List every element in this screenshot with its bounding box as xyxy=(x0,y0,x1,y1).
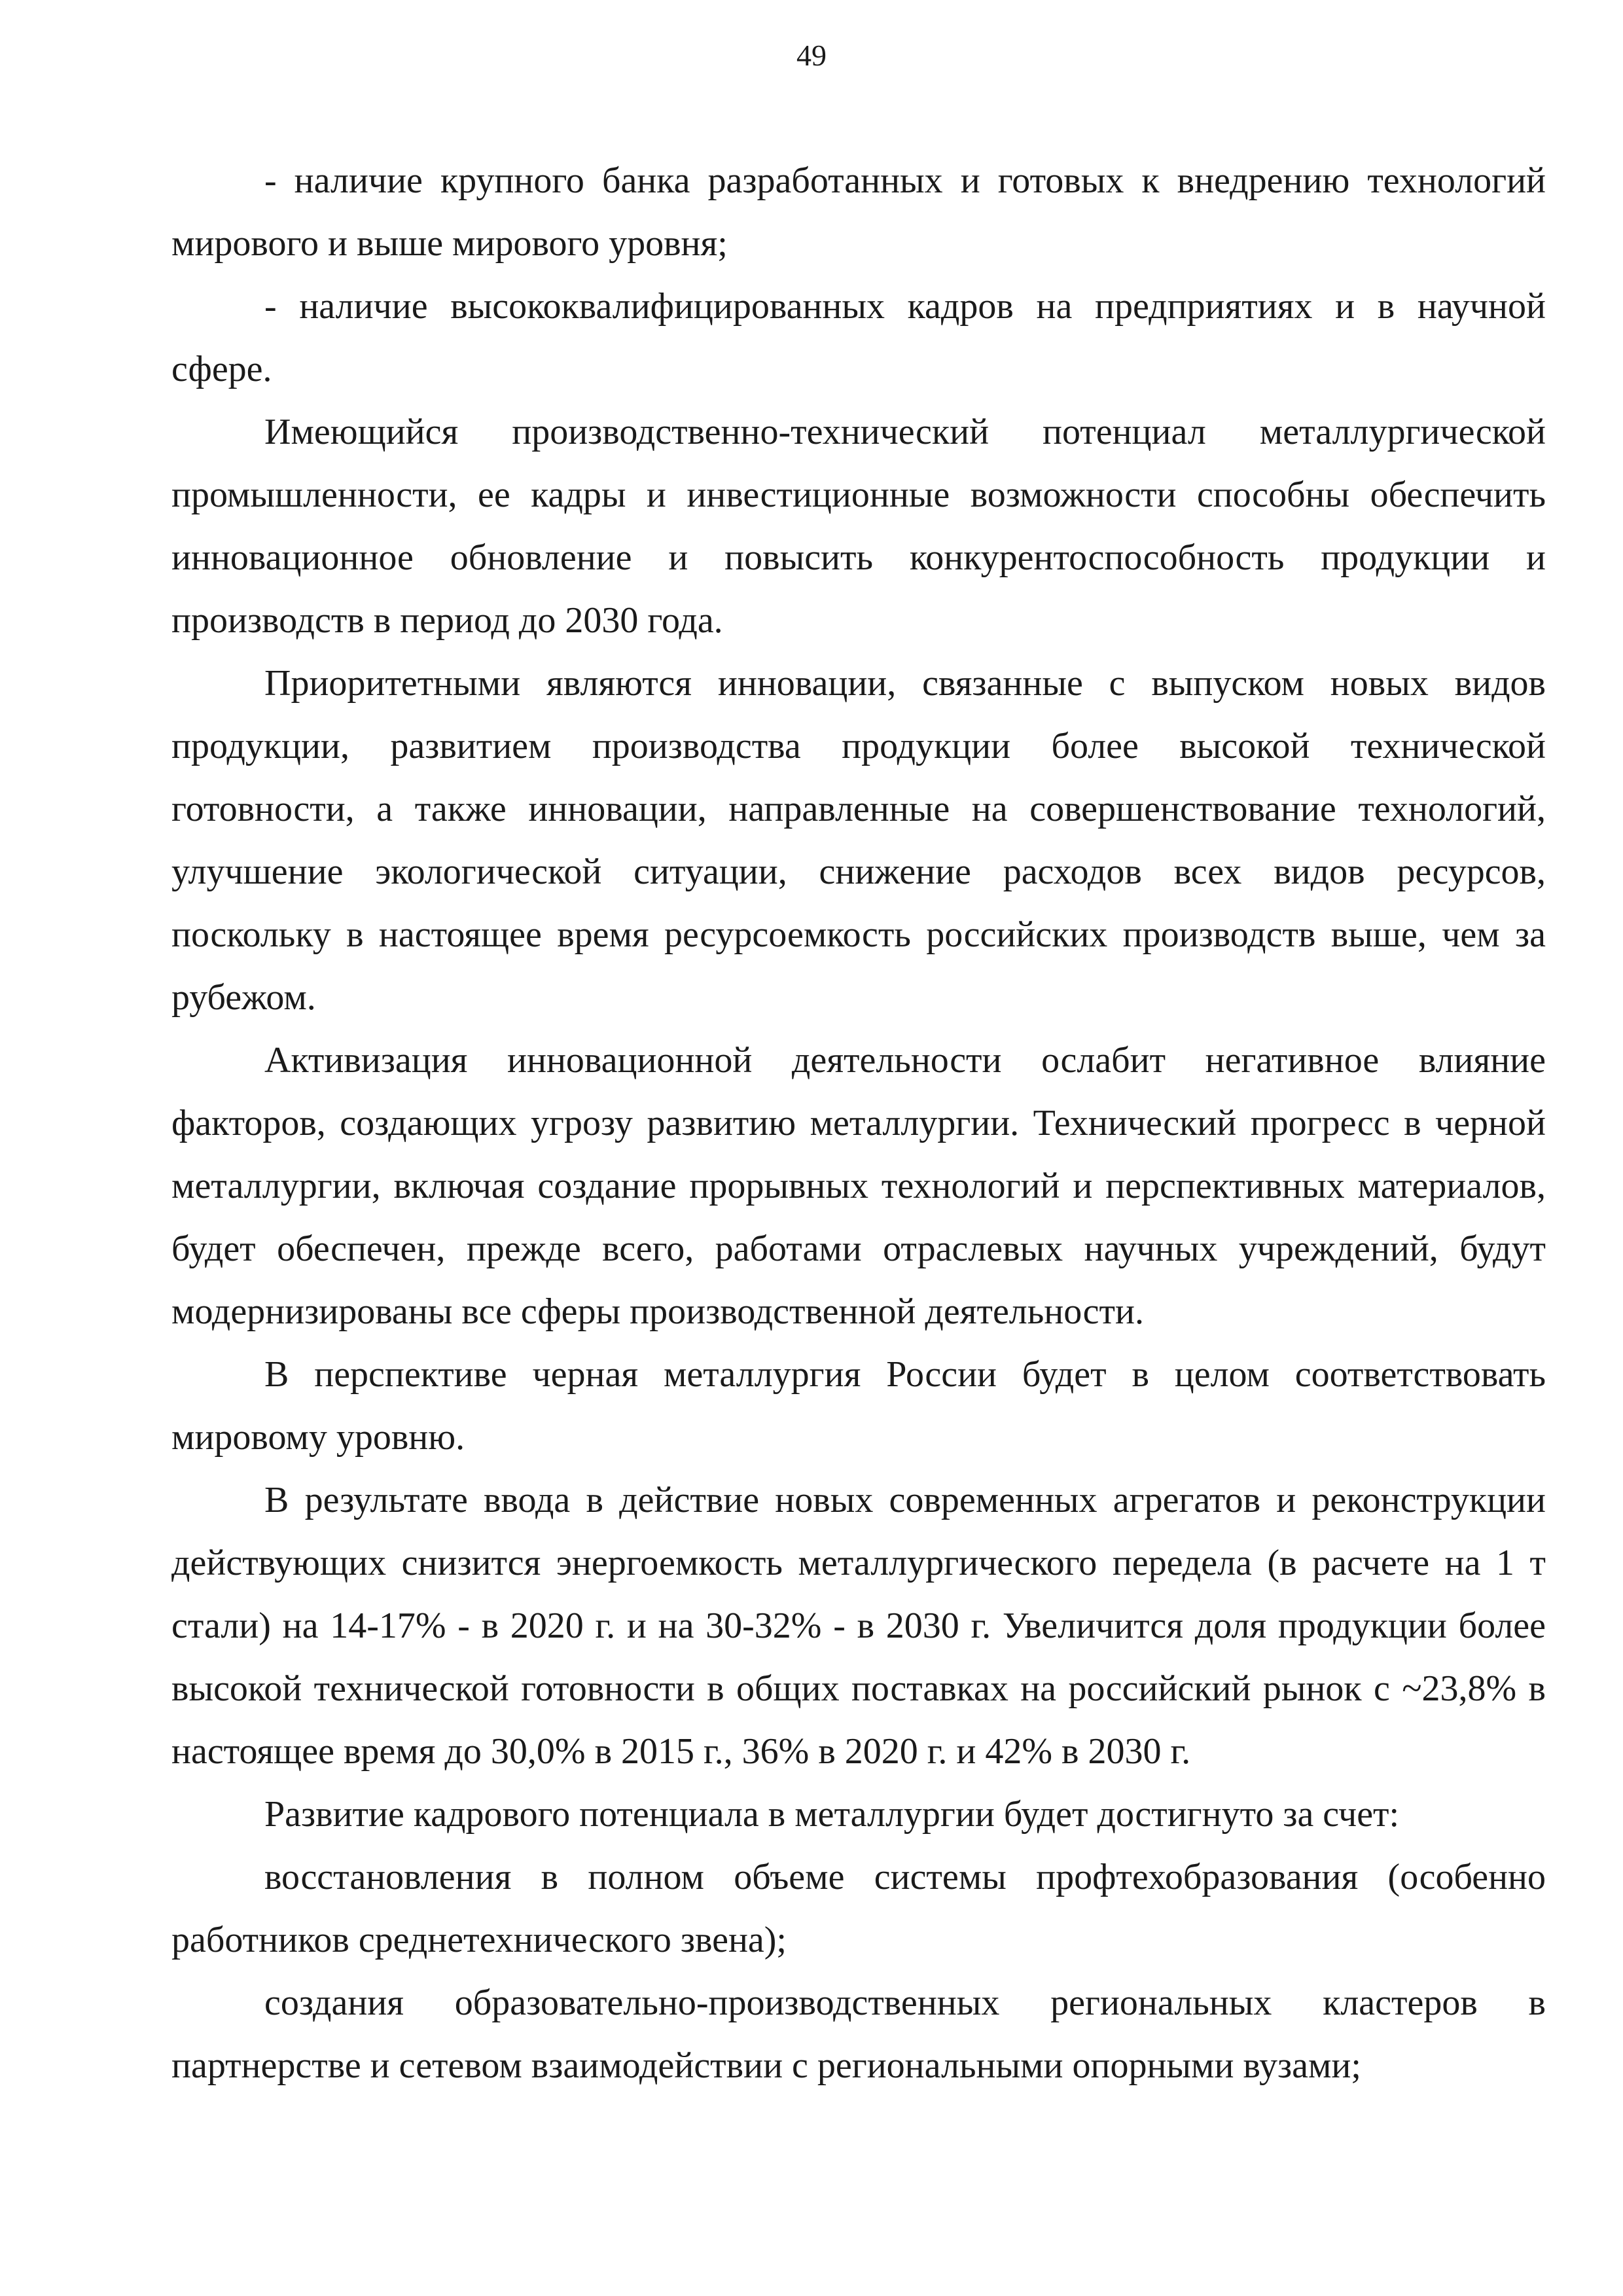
paragraph-energy-intensity: В результате ввода в действие новых современных агрегатов и реконструкции действующих снизится энергоемкость металлургического передела (в расчете на 1 т стали) на 14-17% - в 2020 г. и на 30-32% - в 2030 г. Увеличится доля продукции более высокой технической готовности в общих поставках на российский рынок с ~23,8% в настоящее время до 30,0% в 2015 г., 36% в 2020 г. и 42% в 2030 г. xyxy=(171,1480,1546,1772)
paragraph-priority-innovations: Приоритетными являются инновации, связанные с выпуском новых видов продукции, развитием производства продукции более высокой технической готовности, а также инновации, направленные на совершенствование технологий, улучшение экологической ситуации, снижение расходов всех видов ресурсов, поскольку в настоящее время ресурсоемкость российских производств выше, чем за рубежом. xyxy=(171,663,1546,1018)
paragraph-bank-of-technologies: - наличие крупного банка разработанных и готовых к внедрению технологий мирового и выше мирового уровня; xyxy=(171,160,1546,264)
document-body xyxy=(171,149,1546,2097)
paragraph-regional-clusters: создания образовательно-производственных региональных кластеров в партнерстве и сетевом взаимодействии с региональными опорными вузами; xyxy=(171,1982,1546,2086)
paragraph-qualified-personnel: - наличие высококвалифицированных кадров на предприятиях и в научной сфере. xyxy=(171,286,1546,389)
paragraph-production-potential: Имеющийся производственно-технический потенциал металлургической промышленности, ее кадры и инвестиционные возможности способны обеспечить инновационное обновление и повысить конкурентоспособность продукции и производств в период до 2030 года. xyxy=(171,412,1546,641)
paragraph-innovation-activation: Активизация инновационной деятельности ослабит негативное влияние факторов, создающих угрозу развитию металлургии. Технический прогресс в черной металлургии, включая создание прорывных технологий и перспективных материалов, будет обеспечен, прежде всего, работами отраслевых научных учреждений, будут модернизированы все сферы производственной деятельности. xyxy=(171,1040,1546,1332)
page-number: 49 xyxy=(796,39,827,72)
paragraph-vocational-education: восстановления в полном объеме системы профтехобразования (особенно работников среднетехнического звена); xyxy=(171,1857,1546,1960)
paragraph-personnel-development-intro: Развитие кадрового потенциала в металлургии будет достигнуто за счет: xyxy=(264,1794,1400,1835)
paragraph-world-level-outlook: В перспективе черная металлургия России будет в целом соответствовать мировому уровню. xyxy=(171,1354,1546,1458)
